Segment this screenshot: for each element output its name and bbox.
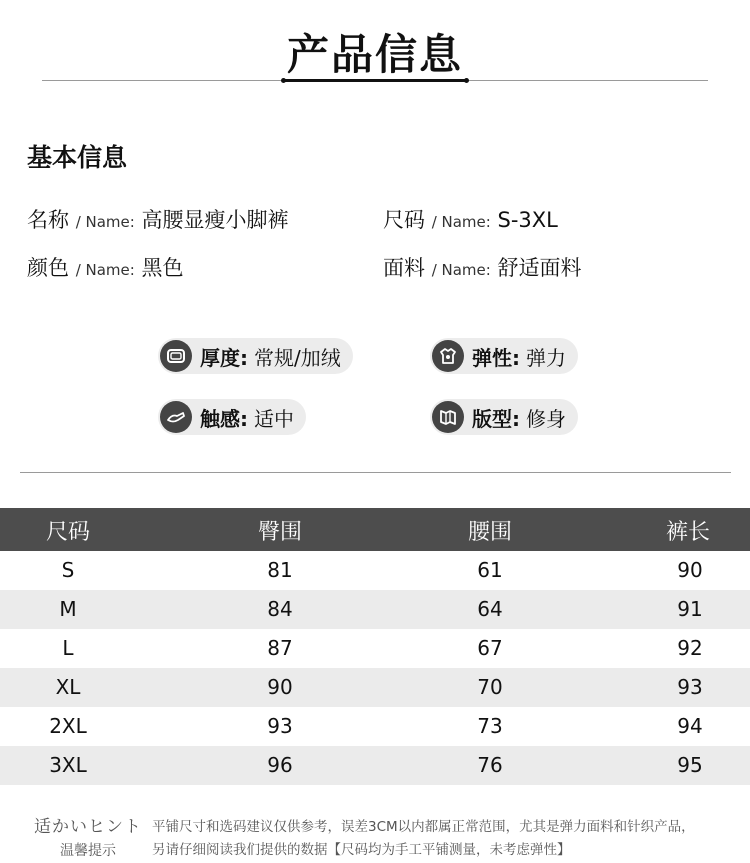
elastic-icon	[432, 340, 464, 372]
info-fabric-value: 舒适面料	[497, 256, 582, 280]
info-name-sub: / Name	[75, 213, 130, 231]
header-hip: 臀围	[257, 520, 302, 545]
info-color-value: 黑色	[141, 256, 184, 280]
title-dot-left	[281, 78, 286, 83]
feature-feel	[158, 399, 306, 435]
feature-feel-value: 适中	[254, 406, 294, 431]
cell-size: M	[59, 597, 77, 621]
feature-fit	[430, 399, 578, 435]
feature-fit-label: 版型:	[472, 406, 520, 431]
cell-hip: 81	[267, 558, 293, 582]
table-row	[0, 668, 750, 707]
table-row	[0, 707, 750, 746]
feature-thickness-value: 常规/加绒	[254, 345, 341, 370]
info-fabric: 面料 / Name: 舒适面料	[383, 256, 582, 280]
feel-icon	[160, 401, 192, 433]
table-row	[0, 551, 750, 590]
info-size: 尺码 / Name: S-3XL	[383, 208, 558, 232]
size-table-header	[0, 508, 750, 551]
fit-icon	[432, 401, 464, 433]
cell-hip: 93	[267, 714, 293, 738]
cell-length: 91	[677, 597, 703, 621]
info-color-label: 颜色	[27, 256, 69, 280]
cell-waist: 64	[477, 597, 503, 621]
cell-size: L	[62, 636, 74, 660]
header-waist: 腰围	[467, 520, 512, 545]
section-divider	[20, 472, 731, 473]
title-dot-right	[464, 78, 469, 83]
cell-length: 93	[677, 675, 703, 699]
header-size: 尺码	[45, 520, 90, 545]
info-size-label: 尺码	[383, 208, 425, 232]
info-color-sub: / Name	[75, 261, 130, 279]
table-row	[0, 629, 750, 668]
feature-elastic-value: 弹力	[526, 345, 566, 370]
cell-length: 92	[677, 636, 703, 660]
info-name: 名称 / Name: 高腰显瘦小脚裤	[27, 208, 289, 232]
cell-length: 95	[677, 753, 703, 777]
feature-fit-value: 修身	[526, 406, 566, 431]
cell-hip: 90	[267, 675, 293, 699]
info-size-sub: / Name	[431, 213, 486, 231]
tips-subtitle: 温馨提示	[60, 843, 116, 859]
feature-thickness	[158, 338, 353, 374]
cell-waist: 73	[477, 714, 503, 738]
cell-size: 3XL	[49, 753, 87, 777]
cell-waist: 76	[477, 753, 503, 777]
feature-elastic	[430, 338, 578, 374]
tips-title: 适かいヒント	[34, 817, 142, 837]
cell-waist: 67	[477, 636, 503, 660]
cell-hip: 96	[267, 753, 293, 777]
table-row	[0, 590, 750, 629]
cell-length: 94	[677, 714, 703, 738]
cell-length: 90	[677, 558, 703, 582]
cell-size: XL	[55, 675, 81, 699]
page-title: 产品信息	[286, 30, 463, 79]
cell-size: S	[61, 558, 75, 582]
cell-hip: 87	[267, 636, 293, 660]
info-color: 颜色 / Name: 黑色	[27, 256, 184, 280]
info-fabric-sub: / Name	[431, 261, 486, 279]
info-fabric-label: 面料	[383, 256, 425, 280]
info-size-value: S-3XL	[497, 208, 558, 232]
title-underline	[285, 79, 467, 82]
tips-line-2: 另请仔细阅读我们提供的数据【尺码均为手工平铺测量，未考虑弹性】	[152, 842, 571, 858]
thickness-icon	[160, 340, 192, 372]
info-name-label: 名称	[27, 208, 69, 232]
feature-thickness-label: 厚度:	[200, 345, 248, 370]
section-heading: 基本信息	[27, 143, 128, 172]
cell-waist: 70	[477, 675, 503, 699]
table-row	[0, 746, 750, 785]
feature-feel-label: 触感:	[200, 406, 248, 431]
cell-size: 2XL	[49, 714, 87, 738]
cell-waist: 61	[477, 558, 503, 582]
cell-hip: 84	[267, 597, 293, 621]
header-length: 裤长	[665, 520, 710, 545]
feature-elastic-label: 弹性:	[472, 345, 520, 370]
tips-line-1: 平铺尺寸和选码建议仅供参考，误差3CM以内都属正常范围，尤其是弹力面料和针织产品，	[152, 819, 695, 835]
info-name-value: 高腰显瘦小脚裤	[141, 208, 289, 232]
